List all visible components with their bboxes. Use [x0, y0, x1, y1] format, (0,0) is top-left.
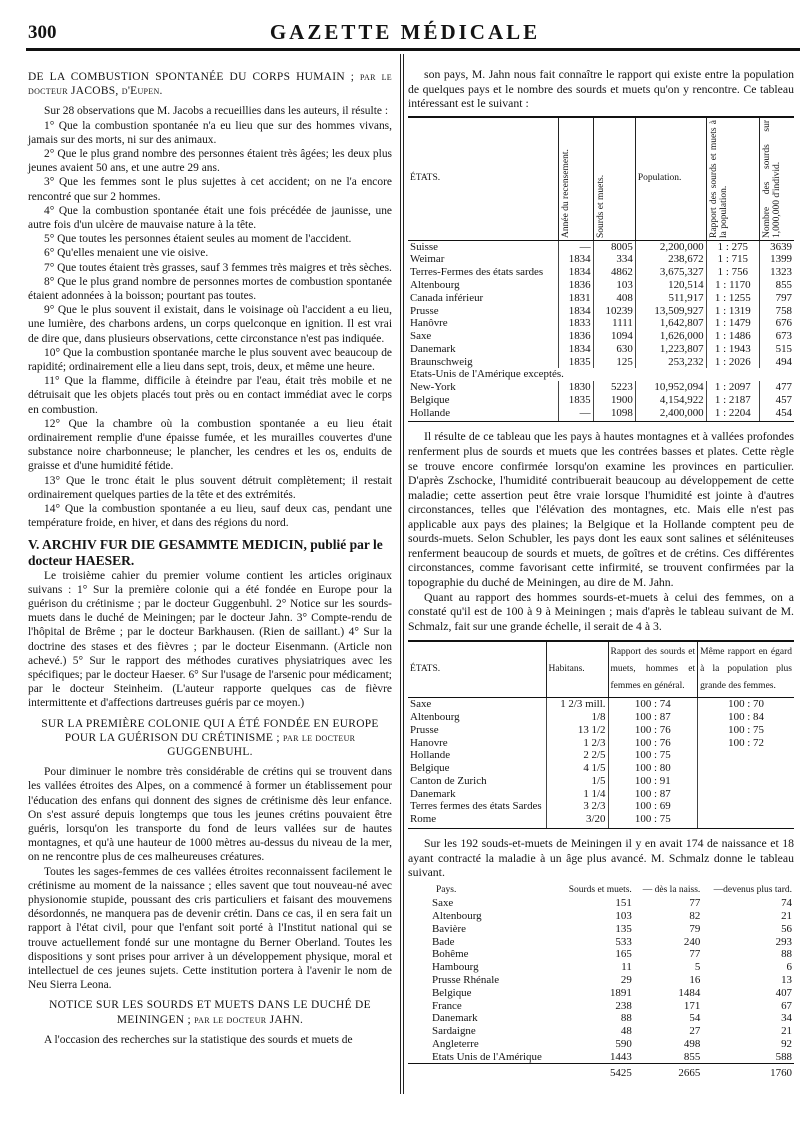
table-row	[408, 698, 794, 711]
table-row	[408, 253, 794, 266]
table-cell: Prusse	[408, 724, 546, 737]
combustion-points	[28, 119, 392, 531]
table-cell: 13,509,927	[635, 305, 706, 318]
table-cell: Belgique	[432, 986, 472, 999]
table-cell: 8005	[593, 240, 635, 253]
header-rule	[26, 48, 800, 51]
table-row	[408, 356, 794, 369]
table-header: ÉTATS.	[408, 117, 558, 241]
table-cell: 1836	[558, 279, 593, 292]
table-header: Rapport des sourds et muets à la population.	[706, 117, 759, 241]
combustion-point: 8° Que le plus grand nombre de personnes mortes de combustion spontanée étaient adonnées à la boisson; pourtant pas toutes.	[28, 275, 392, 303]
table-cell: 1835	[558, 356, 593, 369]
table-cell	[698, 775, 794, 788]
table-cell: 1 : 1486	[706, 330, 759, 343]
table-row	[408, 330, 794, 343]
deaf-mute-paragraph-1: A l'occasion des recherches sur la statistique des sourds et muets de	[44, 1033, 353, 1046]
table-cell: 1 : 1170	[706, 279, 759, 292]
table-cell: 100 : 75	[608, 749, 698, 762]
table-header: Nombre des sourds sur 1,000,000 d'individ.	[760, 117, 795, 241]
table-cell: 1484	[678, 986, 701, 999]
table-cell: 1399	[770, 253, 792, 266]
table-cell: Sardaigne	[432, 1025, 476, 1038]
table-cell: 3639	[770, 240, 792, 253]
table-cell: 855	[775, 278, 792, 291]
combustion-point: 12° Que la chambre où la combustion spontanée a eu lieu était ordinairement remplie d'une épaisse fumée, et les murailles couvertes d'une substance noire charbonneuse; le plancher, les cendres et les os, enduits de graisse et d'une humidité fétide.	[28, 417, 392, 473]
combustion-point: 7° Que toutes étaient très grasses, sauf 3 femmes très maigres et très sèches.	[44, 261, 392, 274]
table-row	[408, 305, 794, 318]
table-row	[408, 749, 794, 762]
table-cell: Terres-Fermes des états sardes	[408, 266, 558, 279]
table-cell: New-York	[408, 381, 558, 394]
table-row	[408, 800, 794, 813]
table-cell: 100 : 91	[608, 775, 698, 788]
table-cell: 125	[593, 356, 635, 369]
table-header: Population.	[635, 117, 706, 241]
table-row	[408, 1038, 794, 1051]
table-cell: Danemark	[432, 1012, 478, 1025]
table-cell	[698, 749, 794, 762]
table-cell: 88	[781, 948, 792, 961]
table-cell: 151	[615, 897, 632, 910]
combustion-point: 3° Que les femmes sont le plus sujettes à cet accident; on ne l'a encore rencontré que sur 2 hommes.	[28, 176, 392, 203]
table-cell: 1094	[593, 330, 635, 343]
table-cell: 21	[781, 910, 792, 923]
table-row	[408, 813, 794, 828]
table-cell: 4,154,922	[635, 394, 706, 407]
combustion-article-title: DE LA COMBUSTION SPONTANÉE DU CORPS HUMAIN ; par le docteur JACOBS, d'Eupen.	[28, 71, 392, 98]
table-cell: 1836	[558, 330, 593, 343]
table-cell: 1 : 1255	[706, 292, 759, 305]
table-row	[408, 240, 794, 253]
table-row	[408, 266, 794, 279]
table-cell: 4 1/5	[546, 762, 608, 775]
table-cell: 56	[781, 922, 792, 935]
table-cell: 54	[689, 1012, 701, 1025]
table-cell: 1,223,807	[635, 343, 706, 356]
table-cell: Hollande	[408, 407, 558, 422]
table-cell: 77	[689, 948, 701, 961]
total-cell	[408, 1064, 559, 1080]
table-cell: 1 : 2204	[706, 407, 759, 422]
table-cell: 1834	[558, 266, 593, 279]
table-header: — dès la naiss.	[642, 884, 701, 895]
table-header: Sourds et muets.	[568, 884, 632, 895]
table-row	[408, 724, 794, 737]
table-cell: 82	[689, 910, 701, 923]
table-cell: 1443	[609, 1050, 632, 1063]
table-cell: 100 : 80	[608, 762, 698, 775]
totals-row	[408, 1064, 794, 1080]
table-row	[408, 711, 794, 724]
table-cell: Suisse	[408, 240, 558, 253]
table-cell: 1831	[558, 292, 593, 305]
table-cell: Angleterre	[432, 1037, 479, 1050]
combustion-point: 5° Que toutes les personnes étaient seules au moment de l'accident.	[44, 233, 352, 246]
table-cell	[698, 800, 794, 813]
table-header: Habitans.	[546, 641, 608, 698]
table-row	[408, 1025, 794, 1038]
table-row	[408, 317, 794, 330]
table-cell: 3 2/3	[546, 800, 608, 813]
table-cell: 758	[775, 304, 792, 317]
table-row	[408, 1051, 794, 1064]
table-cell: 10,952,094	[635, 381, 706, 394]
table-cell: 1 : 1319	[706, 305, 759, 318]
table-cell: Altenbourg	[408, 279, 558, 292]
table-cell: Canada inférieur	[408, 292, 558, 305]
table-cell: 100 : 72	[728, 736, 764, 749]
combustion-point: 14° Que la combustion spontanée a eu lieu, sauf deux cas, pendant une température froide, en hiver, et dans des régions du nord.	[28, 503, 392, 530]
table-cell: 165	[615, 948, 632, 961]
table-cell: 48	[620, 1025, 632, 1038]
table-cell: 407	[775, 986, 792, 999]
table-cell: 1098	[593, 407, 635, 422]
table-cell: 855	[683, 1050, 701, 1063]
table-cell: France	[432, 999, 462, 1012]
combustion-intro: Sur 28 observations que M. Jacobs a recueillies dans les auteurs, il résulte :	[44, 105, 388, 118]
combustion-point: 10° Que la combustion spontanée marche le plus souvent avec beaucoup de rapidité; ordinairement elle a lieu dans sept, trois, deux, et même une heure.	[28, 346, 392, 374]
table-header: Sourds et muets.	[593, 117, 635, 241]
cretinism-article-title: SUR LA PREMIÈRE COLONIE QUI A ÉTÉ FONDÉE EN EUROPE POUR LA GUÉRISON DU CRÉTINISME ; par le docteur GUGGENBUHL.	[41, 717, 379, 758]
table-cell: 1900	[593, 394, 635, 407]
table-cell: 1834	[558, 253, 593, 266]
table-cell: Braunschweig	[408, 356, 558, 369]
table-header: ÉTATS.	[408, 641, 546, 698]
table-cell: 454	[760, 407, 795, 422]
table-cell: 673	[775, 330, 792, 343]
table-cell: 100 : 70	[728, 698, 764, 711]
table-cell: 100 : 87	[608, 788, 698, 801]
table-row	[408, 737, 794, 750]
table-cell: 1833	[558, 317, 593, 330]
table-row	[408, 948, 794, 961]
table-cell: 6	[786, 961, 792, 974]
table-cell: 1 : 1943	[706, 343, 759, 356]
analysis-paragraph: Il résulte de ce tableau que les pays à hautes montagnes et à vallées profondes renferment plus de sourds et muets que les contrées basses et plates. Cette règle se trouve encore confirmée lorsqu'on examine les provinces en particulier. D'après Zschocke, l'humidité contribuerait beaucoup au développement de cette maladie; cette assertion peut être vraie lorsque l'humidité est jointe à d'autres circonstances, telles que l'élévation des montagnes, etc. Mais elle n'est pas applicable aux pays des plaines; la Belgique et la Hollande comptent peu de sourds-muets. Selon Schubler, les pays dont les eaux sont salines et séléniteuses renferment beaucoup de sourds et muets, de goîtres et de crétins. Ces différentes circonstances, comme favorisant cette infirmité, se trouvent confirmées par la topographie du duché de Meiningen, au dire de M. Jahn.	[408, 430, 794, 590]
sex-ratio-table	[408, 640, 794, 829]
table-cell: 5	[694, 961, 701, 974]
total-cell: 5425	[559, 1064, 634, 1080]
table-cell: 1 2/3 mill.	[546, 698, 608, 711]
table-cell: Hanôvre	[408, 317, 558, 330]
table-cell: 630	[593, 343, 635, 356]
table-header: Même rapport en égard à la population plus grande des femmes.	[698, 641, 794, 698]
table-cell: 1 : 1479	[706, 317, 759, 330]
table-cell: 100 : 87	[608, 711, 698, 724]
table-cell: 100 : 75	[608, 813, 698, 828]
table-cell: 1111	[593, 317, 635, 330]
table-header: Pays.	[436, 884, 457, 895]
table-cell: 74	[781, 897, 792, 910]
table-row	[408, 292, 794, 305]
table-cell: 1/8	[546, 711, 608, 724]
column-divider	[400, 54, 404, 1094]
table-row	[408, 936, 794, 949]
table-cell: 1 : 756	[706, 266, 759, 279]
table-cell: 676	[775, 317, 792, 330]
archiv-section-title: V. ARCHIV FUR DIE GESAMMTE MEDICIN, publié par le docteur HAESER.	[28, 536, 383, 568]
table-cell: 100 : 69	[608, 800, 698, 813]
table-cell: 88	[620, 1012, 632, 1025]
combustion-point: 13° Que le tronc était le plus souvent détruit complètement; il restait ordinairement quelques parties de la tête et des extrémités.	[28, 474, 392, 501]
page-number: 300	[28, 22, 57, 43]
table-header: Rapport des sourds et muets, hommes et femmes en général.	[608, 641, 698, 698]
table-row	[408, 368, 794, 381]
table-cell: 797	[775, 291, 792, 304]
table-cell: Bade	[432, 935, 455, 948]
meiningen-paragraph: Sur les 192 souds-et-muets de Meiningen il y en avait 174 de naissance et 18 ayant contracté la maladie à un âge plus avancé. M. Schmalz donne le tableau suivant.	[408, 836, 794, 880]
table-cell: Belgique	[408, 762, 546, 775]
table-row	[408, 775, 794, 788]
table-row	[408, 1000, 794, 1013]
table-cell: 34	[781, 1012, 792, 1025]
table-cell: Altenbourg	[432, 910, 482, 923]
archiv-contents: Le troisième cahier du premier volume contient les articles originaux suivans : 1° Sur la première colonie qui a été fondée en Europe pour la guérison du crétinisme ; par le docteur Guggenbuhl. 2° Notice sur les sourds-muets dans le duché de Meiningen; par le docteur Jahn. 3° Compte-rendu de l'hôpital de Brême ; par le docteur Barkhausen. (Rien de saillant.) 4° Sur la doctrine des stases et des fièvres ; par le docteur Eisenmann. (Article non achevé.) 5° Sur le rapport des méthodes curatives physiatriques avec les spécifiques; par le docteur Haeser. 6° Sur l'usage de l'arsenic pour médicament; par le docteur Steinheim. (L'auteur rapporte quelques cas de fièvre intermittente et d'affections dartreuses guéris par ce moyen.)	[28, 569, 392, 710]
table-cell: 11	[621, 961, 632, 974]
table-cell: Canton de Zurich	[408, 775, 546, 788]
table-cell: Bavière	[432, 922, 467, 935]
table-cell: —	[558, 240, 593, 253]
table-cell: Saxe	[408, 698, 546, 711]
table-cell: Belgique	[408, 394, 558, 407]
table-cell: 103	[615, 910, 632, 923]
table-row	[408, 381, 794, 394]
table-cell	[698, 762, 794, 775]
table-cell: 238	[615, 999, 632, 1012]
table-cell: 1891	[609, 986, 632, 999]
table-cell: Danemark	[408, 788, 546, 801]
table-cell: 5223	[593, 381, 635, 394]
table-cell: 253,232	[635, 356, 706, 369]
table-cell	[698, 788, 794, 801]
table-cell: 13 1/2	[546, 724, 608, 737]
table-cell: 1 : 2187	[706, 394, 759, 407]
table-cell: Weimar	[408, 253, 558, 266]
table-cell: 1 : 2026	[706, 356, 759, 369]
table-cell: 494	[775, 355, 792, 368]
table-cell: Prusse Rhénale	[432, 973, 500, 986]
total-cell: 2665	[634, 1064, 702, 1080]
table-row	[408, 1012, 794, 1025]
table-cell: 590	[615, 1037, 632, 1050]
table-cell: 135	[615, 922, 632, 935]
table-cell: Etats Unis de l'Amérique	[432, 1050, 542, 1063]
table-cell: 100 : 75	[728, 723, 764, 736]
right-column	[408, 68, 794, 1080]
table-cell: 457	[775, 393, 792, 406]
table-cell: Hambourg	[432, 961, 479, 974]
table-cell: 100 : 74	[608, 698, 698, 711]
table-cell: 1 2/3	[546, 737, 608, 750]
table-cell: Bohême	[432, 948, 469, 961]
cretinism-paragraph-2: Toutes les sages-femmes de ces vallées étroites reconnaissent facilement le crétinisme au moment de la naissance ; elles savent que tout nouveau-né avec physionomie stupide, poussant des cris particuliers et faisant des mouvemens désordonnés, ne manquera pas de devenir crétin. Dans ce cas, il en sera fait un rapport à l'état civil, pour que l'enfant soit porté à l'Institut national qui se trouve actuellement fondé sur une montagne du Berner Oberland. Toutes les dispositions y sont prises pour arriver à un développement physique, moral et intellectuel de ces jeunes sujets. Cette institution portera à l'avenir le nom de Neu Sierra Leona.	[28, 865, 392, 992]
table-cell: Hollande	[408, 749, 546, 762]
table-cell: 171	[683, 999, 701, 1012]
population-table	[408, 116, 794, 423]
table-cell: 408	[593, 292, 635, 305]
table-cell: 1,642,807	[635, 317, 706, 330]
table-cell: 1,626,000	[635, 330, 706, 343]
table-cell: 533	[615, 935, 632, 948]
combustion-point: 11° Que la flamme, difficile à éteindre par l'eau, était très mobile et ne détruisait que les objets placés tout près ou en contact immédiat avec le corps en combustion.	[28, 375, 392, 416]
table-row	[408, 762, 794, 775]
table-row	[408, 343, 794, 356]
combustion-point: 1° Que la combustion spontanée n'a eu lieu que sur des hommes vivans, jamais sur des morts, ni sur des animaux.	[28, 119, 392, 146]
table-cell: Prusse	[408, 305, 558, 318]
table-cell: 477	[775, 381, 792, 394]
table-cell: 13	[781, 973, 792, 986]
table-cell: Etats-Unis de l'Amérique exceptés.	[410, 368, 564, 381]
table-cell: Saxe	[408, 330, 558, 343]
table-cell: 100 : 84	[728, 711, 764, 724]
table-header: —devenus plus tard.	[713, 884, 792, 895]
table-header: Année du recensement.	[558, 117, 593, 241]
combustion-point: 2° Que le plus grand nombre des personnes étaient très âgées; les deux plus jeunes avaient 50 ans, et une autre 29 ans.	[28, 148, 392, 175]
table-cell: Danemark	[408, 343, 558, 356]
table-cell: 77	[689, 897, 701, 910]
onset-table	[408, 883, 794, 1080]
table-cell: 16	[689, 973, 701, 986]
table-row	[408, 407, 794, 422]
table-cell: 100 : 76	[608, 724, 698, 737]
table-cell: 1 : 2097	[706, 381, 759, 394]
table-cell: 1830	[558, 381, 593, 394]
deaf-mute-article-title: NOTICE SUR LES SOURDS ET MUETS DANS LE DUCHÉ DE MEININGEN ; par le docteur JAHN.	[49, 999, 371, 1026]
table-cell: 1 : 275	[706, 240, 759, 253]
table-row	[408, 910, 794, 923]
table-cell: 1834	[558, 343, 593, 356]
table-cell: 2,200,000	[635, 240, 706, 253]
table-cell: 120,514	[635, 279, 706, 292]
table-cell: Rome	[408, 813, 546, 828]
table-cell: 21	[781, 1025, 792, 1038]
table-cell: 27	[689, 1025, 701, 1038]
table-cell: 4862	[593, 266, 635, 279]
combustion-point: 6° Qu'elles menaient une vie oisive.	[44, 247, 209, 260]
table-cell: 1 1/4	[546, 788, 608, 801]
deaf-mute-intro: son pays, M. Jahn nous fait connaître le rapport qui existe entre la population de quelques pays et le nombre des sourds et muets qu'on y rencontre. Ce tableau intéressant est le suivant :	[408, 68, 794, 111]
table-cell: 293	[775, 935, 792, 948]
table-cell: 29	[620, 973, 632, 986]
table-cell: Terres fermes des états Sardes	[408, 800, 546, 813]
table-cell: 67	[781, 999, 792, 1012]
combustion-point: 4° Que la combustion spontanée était une fois précédée de jaunisse, une autre fois d'un ulcère de mauvaise nature à la tête.	[28, 204, 392, 232]
table-cell: 100 : 76	[608, 737, 698, 750]
journal-title: GAZETTE MÉDICALE	[269, 20, 541, 44]
table-cell: 2 2/5	[546, 749, 608, 762]
left-column	[28, 70, 392, 1047]
table-row	[408, 788, 794, 801]
table-cell: 1834	[558, 305, 593, 318]
table-cell: 1835	[558, 394, 593, 407]
table-cell: 588	[775, 1050, 792, 1063]
table-cell: 1323	[770, 266, 792, 279]
table-cell: 3/20	[546, 813, 608, 828]
table-cell: 3,675,327	[635, 266, 706, 279]
table-cell: 515	[775, 342, 792, 355]
table-row	[408, 394, 794, 407]
table-row	[408, 279, 794, 292]
table-cell: Hanovre	[408, 737, 546, 750]
table-cell	[698, 813, 794, 828]
table-row	[408, 987, 794, 1000]
total-cell: 1760	[702, 1064, 794, 1080]
table-cell: 92	[781, 1037, 792, 1050]
table-cell: 79	[689, 922, 701, 935]
table-cell: 1/5	[546, 775, 608, 788]
sex-ratio-paragraph: Quant au rapport des hommes sourds-et-muets à celui des femmes, on a constaté qu'il est de 100 à 9 à Meiningen ; mais d'après le tableau suivant de M. Schmalz, fait sur une grande échelle, il serait de 4 à 3.	[408, 590, 794, 633]
table-cell: 1 : 715	[706, 253, 759, 266]
table-cell: 2,400,000	[635, 407, 706, 422]
table-cell: —	[558, 407, 593, 422]
table-cell: 240	[683, 935, 701, 948]
table-cell: 498	[683, 1037, 701, 1050]
combustion-point: 9° Que le plus souvent il existait, dans le voisinage où l'accident a eu lieu, une lumière, des charbons ardens, un corps quelconque en ignition. Il est vrai de dire que, dans plusieurs observations, cette circonstance n'est pas indiquée.	[28, 304, 392, 345]
table-row	[408, 897, 794, 910]
table-cell: 238,672	[635, 253, 706, 266]
table-cell: Altenbourg	[408, 711, 546, 724]
table-cell: 511,917	[635, 292, 706, 305]
table-cell: 334	[593, 253, 635, 266]
cretinism-paragraph-1: Pour diminuer le nombre très considérable de crétins qui se trouvent dans les vallées étroites des Alpes, on a commencé à former un établissement pour l'éducation des enfans qui donnent des signes de crétinisme dès leur enfance. On s'est assuré depuis longtemps que tous les jeunes crétins pouvaient être guéris, lorsqu'on les transporte du fond de leurs vallées sur de hautes montagnes, et qu'à une hauteur de 1000 mètres au-dessus du niveau de la mer, on ne rencontre plus de ces malheureuses créatures.	[28, 766, 392, 864]
table-row	[408, 961, 794, 974]
table-row	[408, 974, 794, 987]
table-cell: Saxe	[432, 897, 454, 910]
table-cell: 103	[593, 279, 635, 292]
table-cell: 10239	[593, 305, 635, 318]
table-row	[408, 923, 794, 936]
